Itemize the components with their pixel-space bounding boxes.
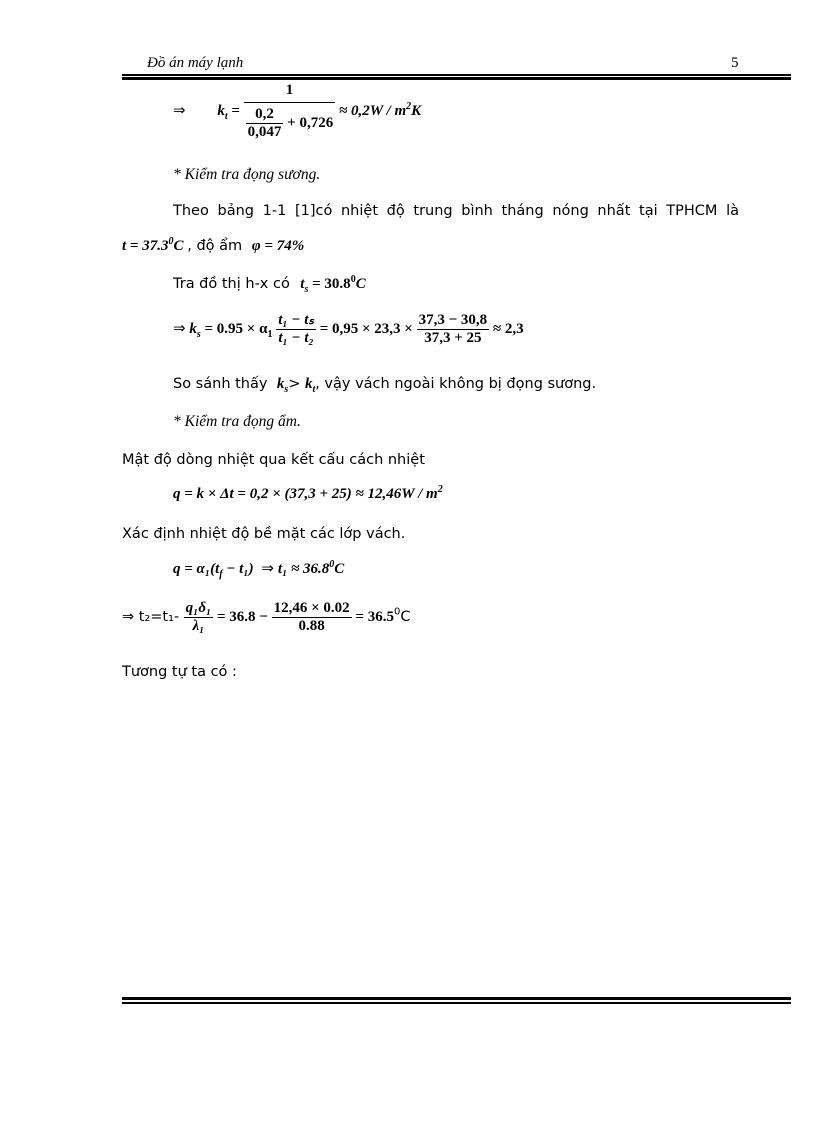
- ks-f2-num: 37,3 − 30,8: [418, 312, 488, 328]
- t2-fraction-numeric: [272, 600, 352, 635]
- t2-f2-den: 0.88: [298, 618, 325, 634]
- t1-result: t₁ ≈ 36.8: [277, 561, 330, 577]
- compare-post: , vậy vách ngoài không bị đọng sương.: [315, 376, 597, 392]
- ks-fraction-symbolic: [276, 312, 316, 347]
- paragraph-table-ref: Theo bảng 1-1 [1]có nhiệt độ trung bình tháng nóng nhất tại TPHCM là: [173, 203, 739, 219]
- kt-plus-term: + 0,726: [287, 114, 334, 131]
- equation-kt: [173, 82, 421, 141]
- t1-sup: 0: [329, 559, 335, 570]
- compare-gt: >: [288, 376, 301, 392]
- q-sup: 2: [437, 484, 443, 495]
- t2-f2-num: 12,46 × 0.02: [273, 600, 350, 616]
- ks-fraction-numeric: [417, 312, 490, 347]
- footer-rule-thin: [122, 1002, 791, 1004]
- t-sup: 0: [168, 236, 174, 247]
- heading-moisture-check: * Kiểm tra đọng ẩm.: [173, 413, 301, 430]
- t1-sub-f: f: [219, 569, 223, 580]
- t2-f1-num: q₁δ₁: [185, 600, 212, 616]
- equation-ks: [173, 312, 524, 347]
- kt-result: ≈ 0,2W / m: [338, 102, 407, 119]
- t2-f1-den: λ₁: [192, 618, 205, 634]
- header-rule-thin: [122, 74, 791, 76]
- implies-arrow: ⇒: [173, 320, 186, 337]
- implies-arrow: ⇒: [173, 102, 186, 119]
- compare-pre: So sánh thấy: [173, 376, 268, 392]
- t2-fraction-symbolic: [184, 600, 214, 635]
- kt-inner-den: 0,047: [247, 124, 282, 140]
- equation-t1: [173, 559, 344, 580]
- ks-f1-num: t₁ − tₛ: [278, 312, 314, 328]
- compare-kt: k: [304, 376, 313, 392]
- compare-ks-sub: s: [284, 384, 289, 395]
- compare-kt-sub: t: [312, 384, 316, 395]
- ts-label: Tra đồ thị h-x có: [173, 276, 290, 292]
- t-unit: C: [173, 238, 184, 254]
- ts-sup: 0: [350, 274, 356, 285]
- kt-numerator: 1: [244, 82, 336, 103]
- equals-sign: =: [231, 102, 240, 119]
- ks-sub: s: [196, 328, 201, 340]
- line-temperature-humidity: [122, 236, 304, 255]
- ts-sub: s: [304, 284, 309, 295]
- t2-sup: 0: [393, 606, 401, 618]
- kt-result-unit: K: [411, 102, 422, 119]
- line-dew-temperature: [173, 274, 366, 295]
- footer-rule-thick: [122, 997, 791, 1000]
- kt-denominator: [244, 103, 336, 141]
- t2-result: = 36.5: [351, 608, 394, 625]
- ks-substitution: = 0,95 × 23,3 ×: [315, 320, 413, 337]
- kt-symbol: k: [217, 102, 225, 119]
- heading-dew-check: * Kiểm tra đọng sương.: [173, 166, 321, 183]
- kt-inner-fraction: [246, 106, 284, 141]
- implies-arrow: ⇒: [261, 561, 274, 577]
- kt-result-sup: 2: [406, 100, 412, 112]
- header-rule-thick: [122, 77, 791, 80]
- kt-inner-num: 0,2: [246, 106, 284, 124]
- paragraph-heat-flux: Mật độ dòng nhiệt qua kết cấu cách nhiệt: [122, 452, 425, 468]
- ks-result: ≈ 2,3: [489, 320, 524, 337]
- t-value: t = 37.3: [122, 238, 169, 254]
- kt-sub: t: [224, 110, 228, 122]
- ks-symbol: k: [189, 320, 197, 337]
- compare-ks: k: [276, 376, 285, 392]
- ts-value: = 30.8: [308, 276, 351, 292]
- ts-unit: C: [355, 276, 366, 292]
- t1-expression: q = α₁(t: [173, 561, 220, 577]
- t1-unit: C: [334, 561, 345, 577]
- t2-prefix: ⇒ t₂=t₁-: [122, 608, 180, 625]
- ks-coefficient: = 0.95 × α: [200, 320, 268, 337]
- paragraph-surface-temp: Xác định nhiệt độ bề mặt các lớp vách.: [122, 526, 406, 542]
- phi-value: φ = 74%: [251, 238, 305, 254]
- ks-f1-den: t₁ − t₂: [278, 330, 314, 346]
- equation-q: [173, 484, 443, 503]
- page-number: 5: [731, 55, 739, 71]
- header-title: Đồ án máy lạnh: [147, 55, 244, 71]
- line-comparison: [173, 375, 596, 395]
- t1-expression-end: − t₁): [222, 561, 254, 577]
- ts-symbol: t: [300, 276, 305, 292]
- t2-substitution: = 36.8 −: [213, 608, 268, 625]
- ks-f2-den: 37,3 + 25: [424, 330, 482, 346]
- paragraph-similar: Tương tự ta có :: [122, 664, 237, 680]
- kt-fraction: [244, 82, 336, 141]
- t2-unit: C: [400, 608, 411, 625]
- alpha-sub: 1: [267, 328, 273, 340]
- humidity-label: , độ ẩm: [187, 238, 243, 254]
- q-expression: q = k × Δt = 0,2 × (37,3 + 25) ≈ 12,46W / m: [173, 486, 438, 502]
- equation-t2: [122, 600, 410, 635]
